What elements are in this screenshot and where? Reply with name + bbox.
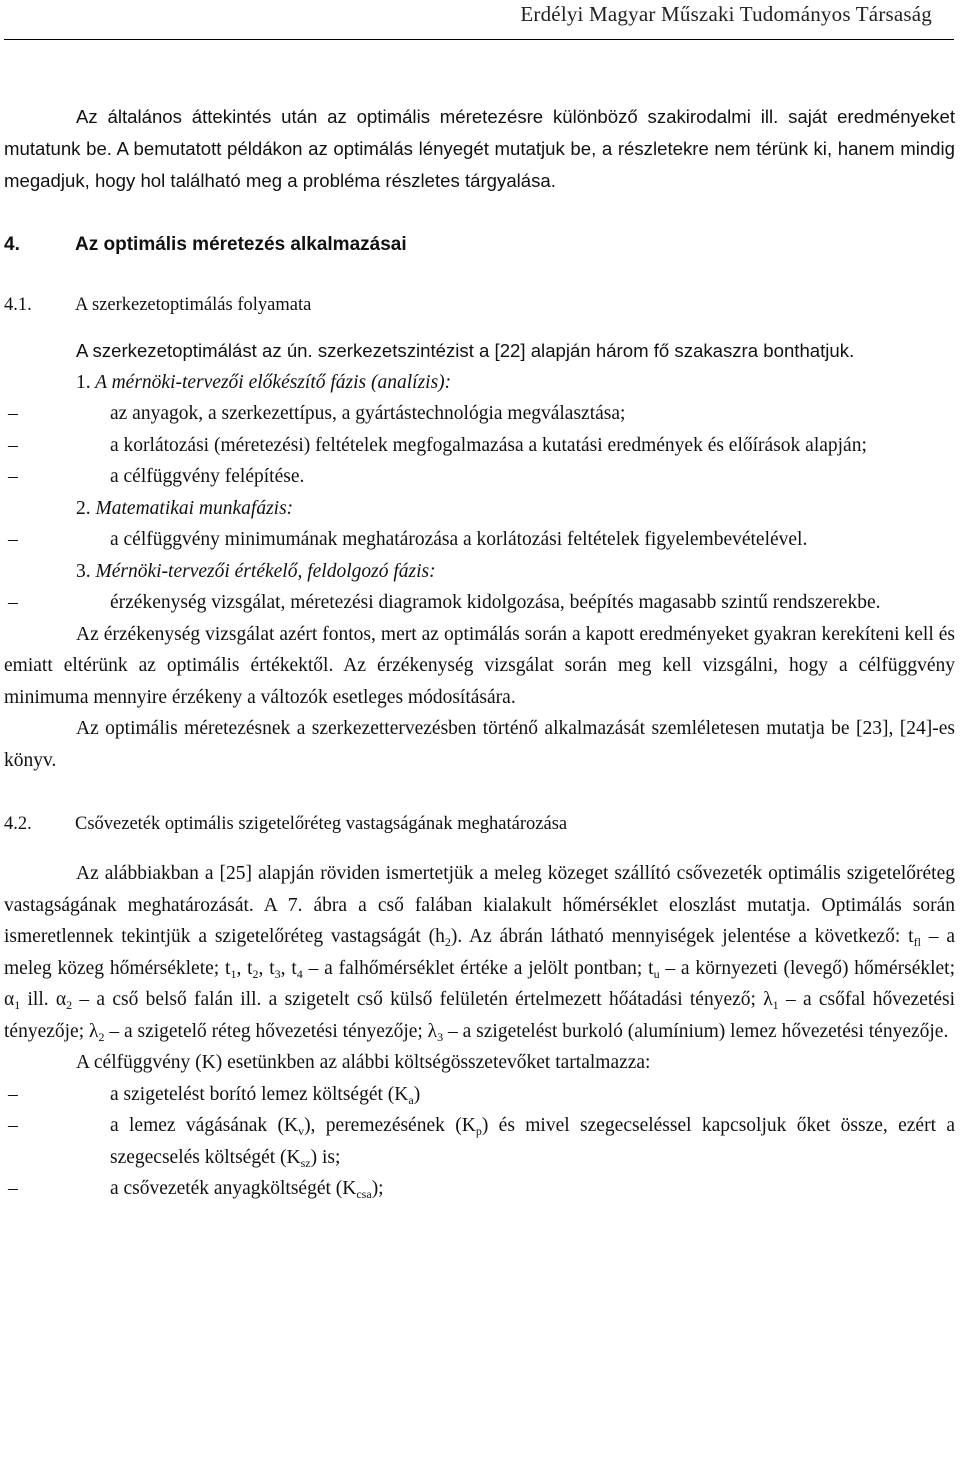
dash-bullet: –: [8, 434, 18, 456]
list-item: [4, 1173, 955, 1205]
page-content: [4, 101, 955, 1205]
cost-components-intro: A célfüggvény (K) esetünkben az alábbi költségösszetevőket tartalmazza:: [76, 1052, 651, 1073]
list-item: [4, 461, 955, 493]
list-item: [4, 430, 955, 462]
list-item: [4, 524, 955, 556]
section-number: 4.: [4, 234, 20, 255]
text-run: a csőfal hővezetési tényezője; λ: [4, 989, 956, 1042]
section-title: A szerkezetoptimálás folyamata: [75, 295, 312, 315]
dash: –: [308, 957, 319, 979]
dash-bullet: –: [8, 529, 18, 550]
text-run: , t: [280, 957, 297, 979]
section-4-2-paragraph: [4, 858, 955, 1047]
subscript: 3: [274, 966, 281, 981]
text-run: ), peremezésének (K: [304, 1115, 476, 1136]
phase-number: 3.: [76, 560, 91, 582]
phase-title: Matematikai munkafázis:: [95, 497, 294, 519]
text-run: ). Az ábrán látható: [450, 926, 604, 947]
section-4-1-lead: A szerkezetoptimálást az ún. szerkezetszintézist a [22] alapján három fő szakaszra bonthatjuk.: [76, 340, 855, 361]
dash-bullet: –: [8, 1083, 18, 1105]
text-run: a csővezeték anyagköltségét (K: [110, 1178, 357, 1199]
text-run: a lemez vágásának (K: [110, 1115, 299, 1136]
text-run: ) is;: [310, 1146, 341, 1168]
sensitivity-paragraph: Az érzékenység vizsgálat azért fontos, mert az optimálás során a kapott eredményeket gyakran kerekíteni kell és emiatt eltérünk az optimális értékektől. Az érzékenység vizsgálat során meg kell vizsgálni, hogy a célfüggvény minimuma mennyire érzékeny a változók esetleges módosítására.: [4, 623, 955, 708]
list-item: [4, 398, 955, 430]
subscript: 1: [14, 998, 21, 1012]
text-run: a cső belső falán ill. a szigetelt cső külső felületén értelmezett hőátadási tényező; λ: [89, 989, 773, 1010]
subscript: 2: [444, 935, 451, 949]
dash: –: [665, 957, 676, 979]
subscript: a: [408, 1092, 414, 1107]
text-run: ) és mivel szegecseléssel kapcsoljuk őket össze, ezért a szegecselés költségét (K: [110, 1115, 956, 1168]
text-run: );: [371, 1178, 384, 1199]
list-item: [4, 587, 955, 619]
text-run: ill. α: [20, 989, 67, 1010]
section-4-2-heading: [4, 809, 955, 839]
book-reference-paragraph: Az optimális méretezésnek a szerkezettervezésben történő alkalmazását szemléletesen mutatja be [23], [24]-es könyv.: [4, 718, 955, 771]
subscript: 1: [772, 998, 779, 1012]
text-run: mennyiségek jelentése a következő: t: [611, 926, 914, 947]
section-number: 4.1.: [4, 295, 32, 315]
dash: –: [448, 1020, 458, 1042]
list-item: [4, 1110, 955, 1173]
subscript: sz: [300, 1155, 311, 1170]
section-number: 4.2.: [4, 814, 32, 834]
dash-bullet: –: [8, 466, 18, 487]
text-run: a szigetelő réteg hővezetési tényezője; λ: [119, 1020, 438, 1042]
section-4-1-heading: [4, 290, 955, 320]
running-header: Erdélyi Magyar Műszaki Tudományos Társaság: [520, 2, 932, 26]
dash-bullet: –: [8, 403, 18, 424]
text-run: a szigetelést borító lemez költségét (K: [110, 1083, 409, 1105]
section-4-heading: [4, 230, 955, 260]
subscript: v: [298, 1124, 305, 1138]
dash-bullet: –: [8, 1178, 18, 1199]
subscript: 2: [252, 966, 259, 981]
subscript: 2: [66, 998, 73, 1012]
phase-1-title: [4, 367, 955, 399]
list-item: [4, 1079, 955, 1111]
section-title: Az optimális méretezés alkalmazásai: [75, 234, 407, 255]
text-run: a meleg közeg hőmérséklete; t: [4, 926, 956, 979]
subscript: 3: [437, 1029, 444, 1044]
phase-title: A mérnöki-tervezői előkészítő fázis (analízis):: [95, 371, 452, 393]
text-run: a falhőmérséklet értéke a jelölt pontban; t: [318, 957, 654, 979]
text-run: , t: [236, 957, 253, 979]
list-item-text: a célfüggvény minimumának meghatározása a korlátozási feltételek figyelembevételével.: [110, 529, 808, 550]
list-item-text: a célfüggvény felépítése.: [110, 466, 305, 487]
phase-title: Mérnöki-tervezői értékelő, feldolgozó fázis:: [95, 560, 436, 582]
phase-number: 2.: [76, 497, 91, 519]
text-run: ): [413, 1083, 421, 1105]
list-item-text: az anyagok, a szerkezettípus, a gyártástechnológia megválasztása;: [110, 403, 626, 424]
subscript: 2: [98, 1029, 105, 1044]
list-item-text: [110, 1079, 955, 1111]
phase-3-title: [4, 556, 955, 588]
list-item-text: [110, 1110, 955, 1173]
subscript: csa: [356, 1187, 372, 1201]
phase-2-title: [4, 493, 955, 525]
section-title: Csővezeték optimális szigetelőréteg vastagságának meghatározása: [75, 814, 568, 834]
list-item-text: érzékenység vizsgálat, méretezési diagramok kidolgozása, beépítés magasabb szintű rendszerekbe.: [110, 592, 881, 613]
subscript: 4: [296, 966, 303, 981]
header-rule: [4, 39, 954, 40]
text-run: Az alábbiakban a [25] alapján röviden ismertetjük a meleg közeget szállító csővezeték optimális szigetelőréteg vastagságának meghatározását. A 7. ábra a cső falában kialakult hőmérséklet eloszlást mutatja. Optimálás során ismeretlennek tekintjük a szigetelőréteg vastagságát (h: [4, 863, 955, 947]
subscript: u: [653, 966, 660, 981]
list-item-text: a korlátozási (méretezési) feltételek megfogalmazása a kutatási eredmények és előírások alapján;: [110, 434, 867, 456]
phase-number: 1.: [76, 371, 91, 393]
dash-bullet: –: [8, 1115, 18, 1136]
subscript: p: [475, 1124, 482, 1138]
list-item-text: [110, 1173, 955, 1205]
dash: –: [79, 989, 90, 1010]
text-run: a környezeti (levegő) hőmérséklet; α: [4, 957, 956, 1010]
intro-paragraph: Az általános áttekintés után az optimális méretezésre különböző szakirodalmi ill. saját eredményeket mutatunk be. A bemutatott példákon az optimálás lényegét mutatjuk be, a részletekre nem térünk ki, hanem mindig megadjuk, hogy hol található meg a probléma részletes tárgyalása.: [4, 106, 955, 191]
dash-bullet: –: [8, 592, 18, 613]
dash: –: [928, 926, 939, 947]
dash: –: [785, 989, 796, 1010]
text-run: a szigetelést burkoló (alumínium) lemez hővezetési tényezője.: [457, 1020, 949, 1042]
dash: –: [109, 1020, 120, 1042]
subscript: fl: [913, 935, 921, 949]
text-run: , t: [258, 957, 275, 979]
subscript: 1: [230, 966, 237, 981]
